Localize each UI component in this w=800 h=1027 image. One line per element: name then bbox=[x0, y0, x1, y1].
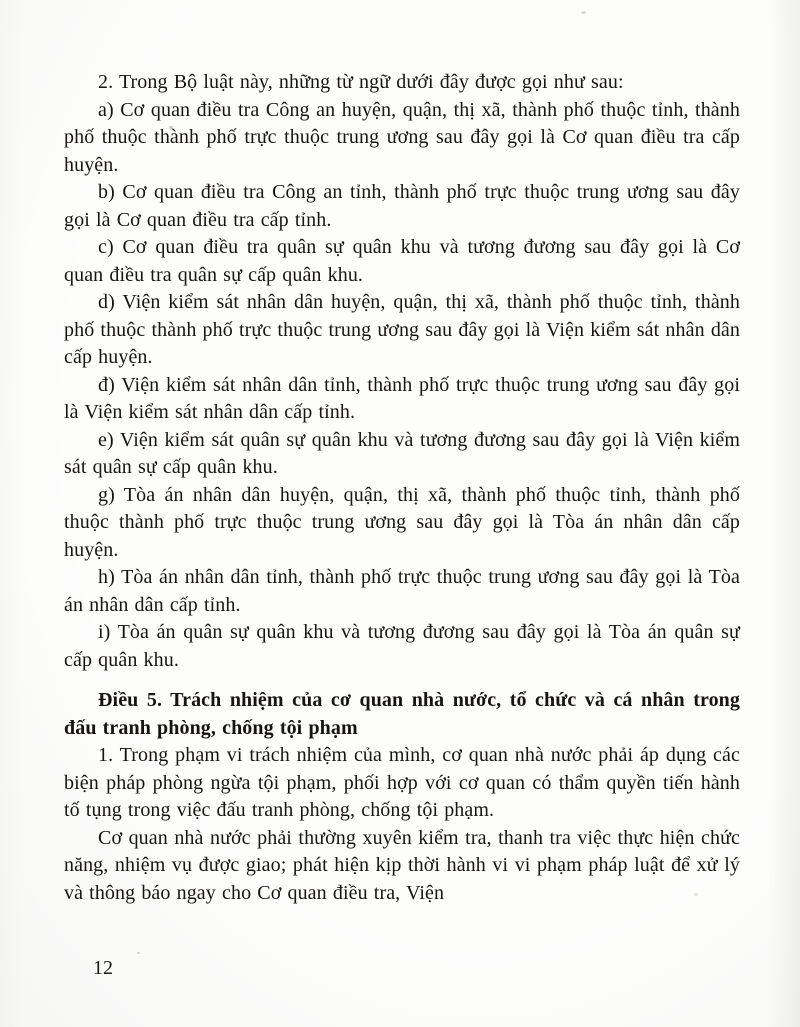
clause-a: a) Cơ quan điều tra Công an huyện, quận, thị xã, thành phố thuộc tỉnh, thành phố thuộc thành phố trực thuộc trung ương sau đây gọi là Cơ quan điều tra cấp huyện. bbox=[64, 98, 740, 176]
article-5-para-1: 1. Trong phạm vi trách nhiệm của mình, cơ quan nhà nước phải áp dụng các biện pháp phòng ngừa tội phạm, phối hợp với cơ quan có thẩm quyền tiến hành tố tụng trong việc đấu tranh phòng, chống tội phạm. bbox=[64, 744, 740, 821]
clause-2-intro: 2. Trong Bộ luật này, những từ ngữ dưới đây được gọi như sau: bbox=[98, 71, 624, 93]
clause-b: b) Cơ quan điều tra Công an tỉnh, thành phố trực thuộc trung ương sau đây gọi là Cơ quan điều tra cấp tỉnh. bbox=[64, 181, 740, 231]
clause-dd: đ) Viện kiểm sát nhân dân tỉnh, thành phố trực thuộc trung ương sau đây gọi là Viện kiểm sát nhân dân cấp tỉnh. bbox=[64, 373, 740, 423]
scan-speckle bbox=[581, 11, 586, 14]
clause-c: c) Cơ quan điều tra quân sự quân khu và tương đương sau đây gọi là Cơ quan điều tra quân sự cấp quân khu. bbox=[64, 236, 740, 286]
clause-h: h) Tòa án nhân dân tỉnh, thành phố trực thuộc trung ương sau đây gọi là Tòa án nhân dân cấp tỉnh. bbox=[64, 566, 740, 616]
page-content bbox=[64, 69, 740, 907]
clause-d: d) Viện kiểm sát nhân dân huyện, quận, thị xã, thành phố thuộc tỉnh, thành phố thuộc thành phố trực thuộc trung ương sau đây gọi là Viện kiểm sát nhân dân cấp huyện. bbox=[64, 291, 740, 368]
article-5-para-2: Cơ quan nhà nước phải thường xuyên kiểm tra, thanh tra việc thực hiện chức năng, nhiệm vụ được giao; phát hiện kịp thời hành vi vi phạm pháp luật để xử lý và thông báo ngay cho Cơ quan điều tra, Viện bbox=[64, 826, 740, 904]
scan-speckle bbox=[137, 952, 140, 954]
clause-i: i) Tòa án quân sự quân khu và tương đương sau đây gọi là Tòa án quân sự cấp quân khu. bbox=[64, 621, 740, 671]
clause-e: e) Viện kiểm sát quân sự quân khu và tương đương sau đây gọi là Viện kiểm sát quân sự cấp quân khu. bbox=[64, 428, 740, 478]
article-5-heading: Điều 5. Trách nhiệm của cơ quan nhà nước, tổ chức và cá nhân trong đấu tranh phòng, chống tội phạm bbox=[64, 689, 740, 739]
page-number: 12 bbox=[93, 957, 113, 979]
clause-g: g) Tòa án nhân dân huyện, quận, thị xã, thành phố thuộc tỉnh, thành phố thuộc thành phố trực thuộc trung ương sau đây gọi là Tòa án nhân dân cấp huyện. bbox=[64, 483, 740, 561]
